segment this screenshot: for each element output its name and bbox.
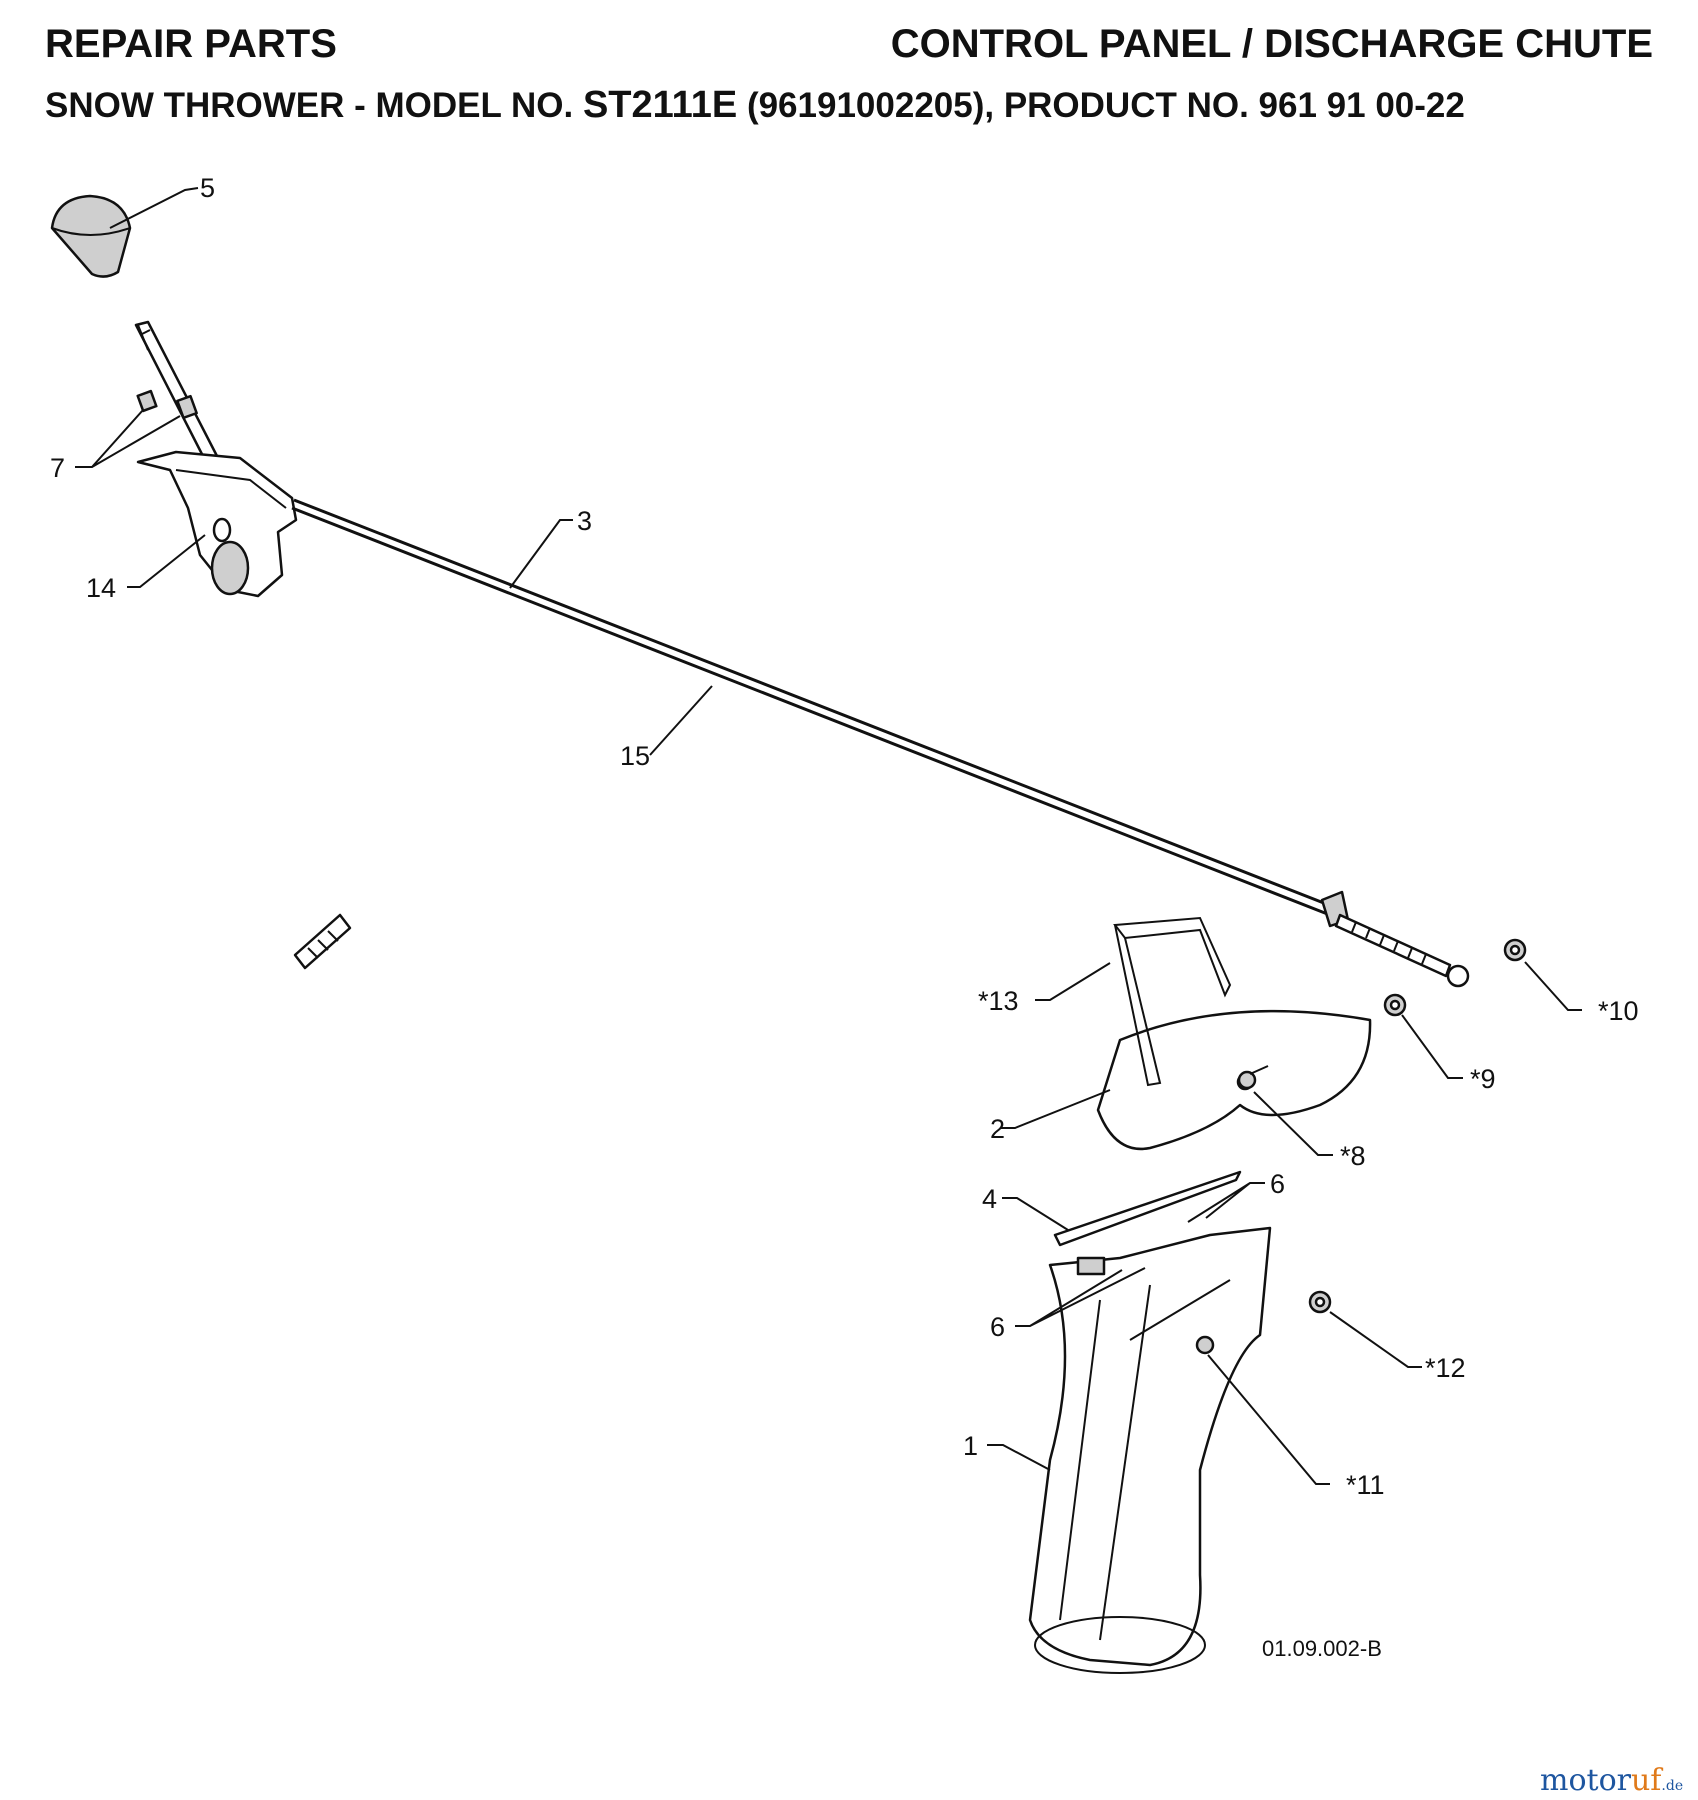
callout-1: 1 (963, 1431, 979, 1461)
drawing-reference: 01.09.002-B (1262, 1636, 1382, 1661)
callout-11: *11 (1346, 1470, 1385, 1500)
control-bracket-part (138, 452, 296, 596)
callout-3: 3 (577, 506, 593, 536)
callout-6-lower: 6 (990, 1312, 1006, 1342)
callout-14: 14 (86, 573, 117, 603)
callout-7: 7 (50, 453, 66, 483)
callout-10: *10 (1598, 996, 1639, 1026)
spring-part (295, 915, 350, 968)
page-title: REPAIR PARTS (45, 22, 337, 66)
watermark-logo (1540, 1763, 1683, 1798)
watermark-part1: motor (1540, 1763, 1631, 1798)
cable-part (292, 500, 1334, 915)
callout-13: *13 (978, 986, 1019, 1016)
callout-12: *12 (1425, 1353, 1466, 1383)
subtitle-prefix: SNOW THROWER - MODEL NO. (45, 86, 574, 125)
deflector-part (1098, 918, 1370, 1149)
callout-15: 15 (620, 741, 651, 771)
callout-5: 5 (200, 173, 216, 203)
washer-part (1385, 995, 1405, 1015)
knob-part (52, 196, 130, 277)
callout-8: *8 (1340, 1141, 1366, 1171)
screw-part (138, 391, 197, 418)
cable-end-part (1322, 892, 1468, 986)
callout-4: 4 (982, 1184, 998, 1214)
watermark-part2: uf (1630, 1763, 1662, 1798)
callout-2: 2 (990, 1114, 1006, 1144)
chute-nut-part (1310, 1292, 1330, 1312)
section-title: CONTROL PANEL / DISCHARGE CHUTE (890, 22, 1653, 66)
nut-part (1505, 940, 1525, 960)
callout-6-upper: 6 (1270, 1169, 1286, 1199)
callout-9: *9 (1470, 1064, 1496, 1094)
model-number: ST2111E (582, 84, 738, 126)
leader-lines (75, 188, 1582, 1484)
discharge-chute-part (1030, 1228, 1270, 1673)
subtitle-suffix: (96191002205), PRODUCT NO. 961 91 00-22 (746, 86, 1465, 125)
watermark-part3: .de (1661, 1778, 1684, 1794)
svg-text:motoruf.de (1540, 1763, 1683, 1798)
